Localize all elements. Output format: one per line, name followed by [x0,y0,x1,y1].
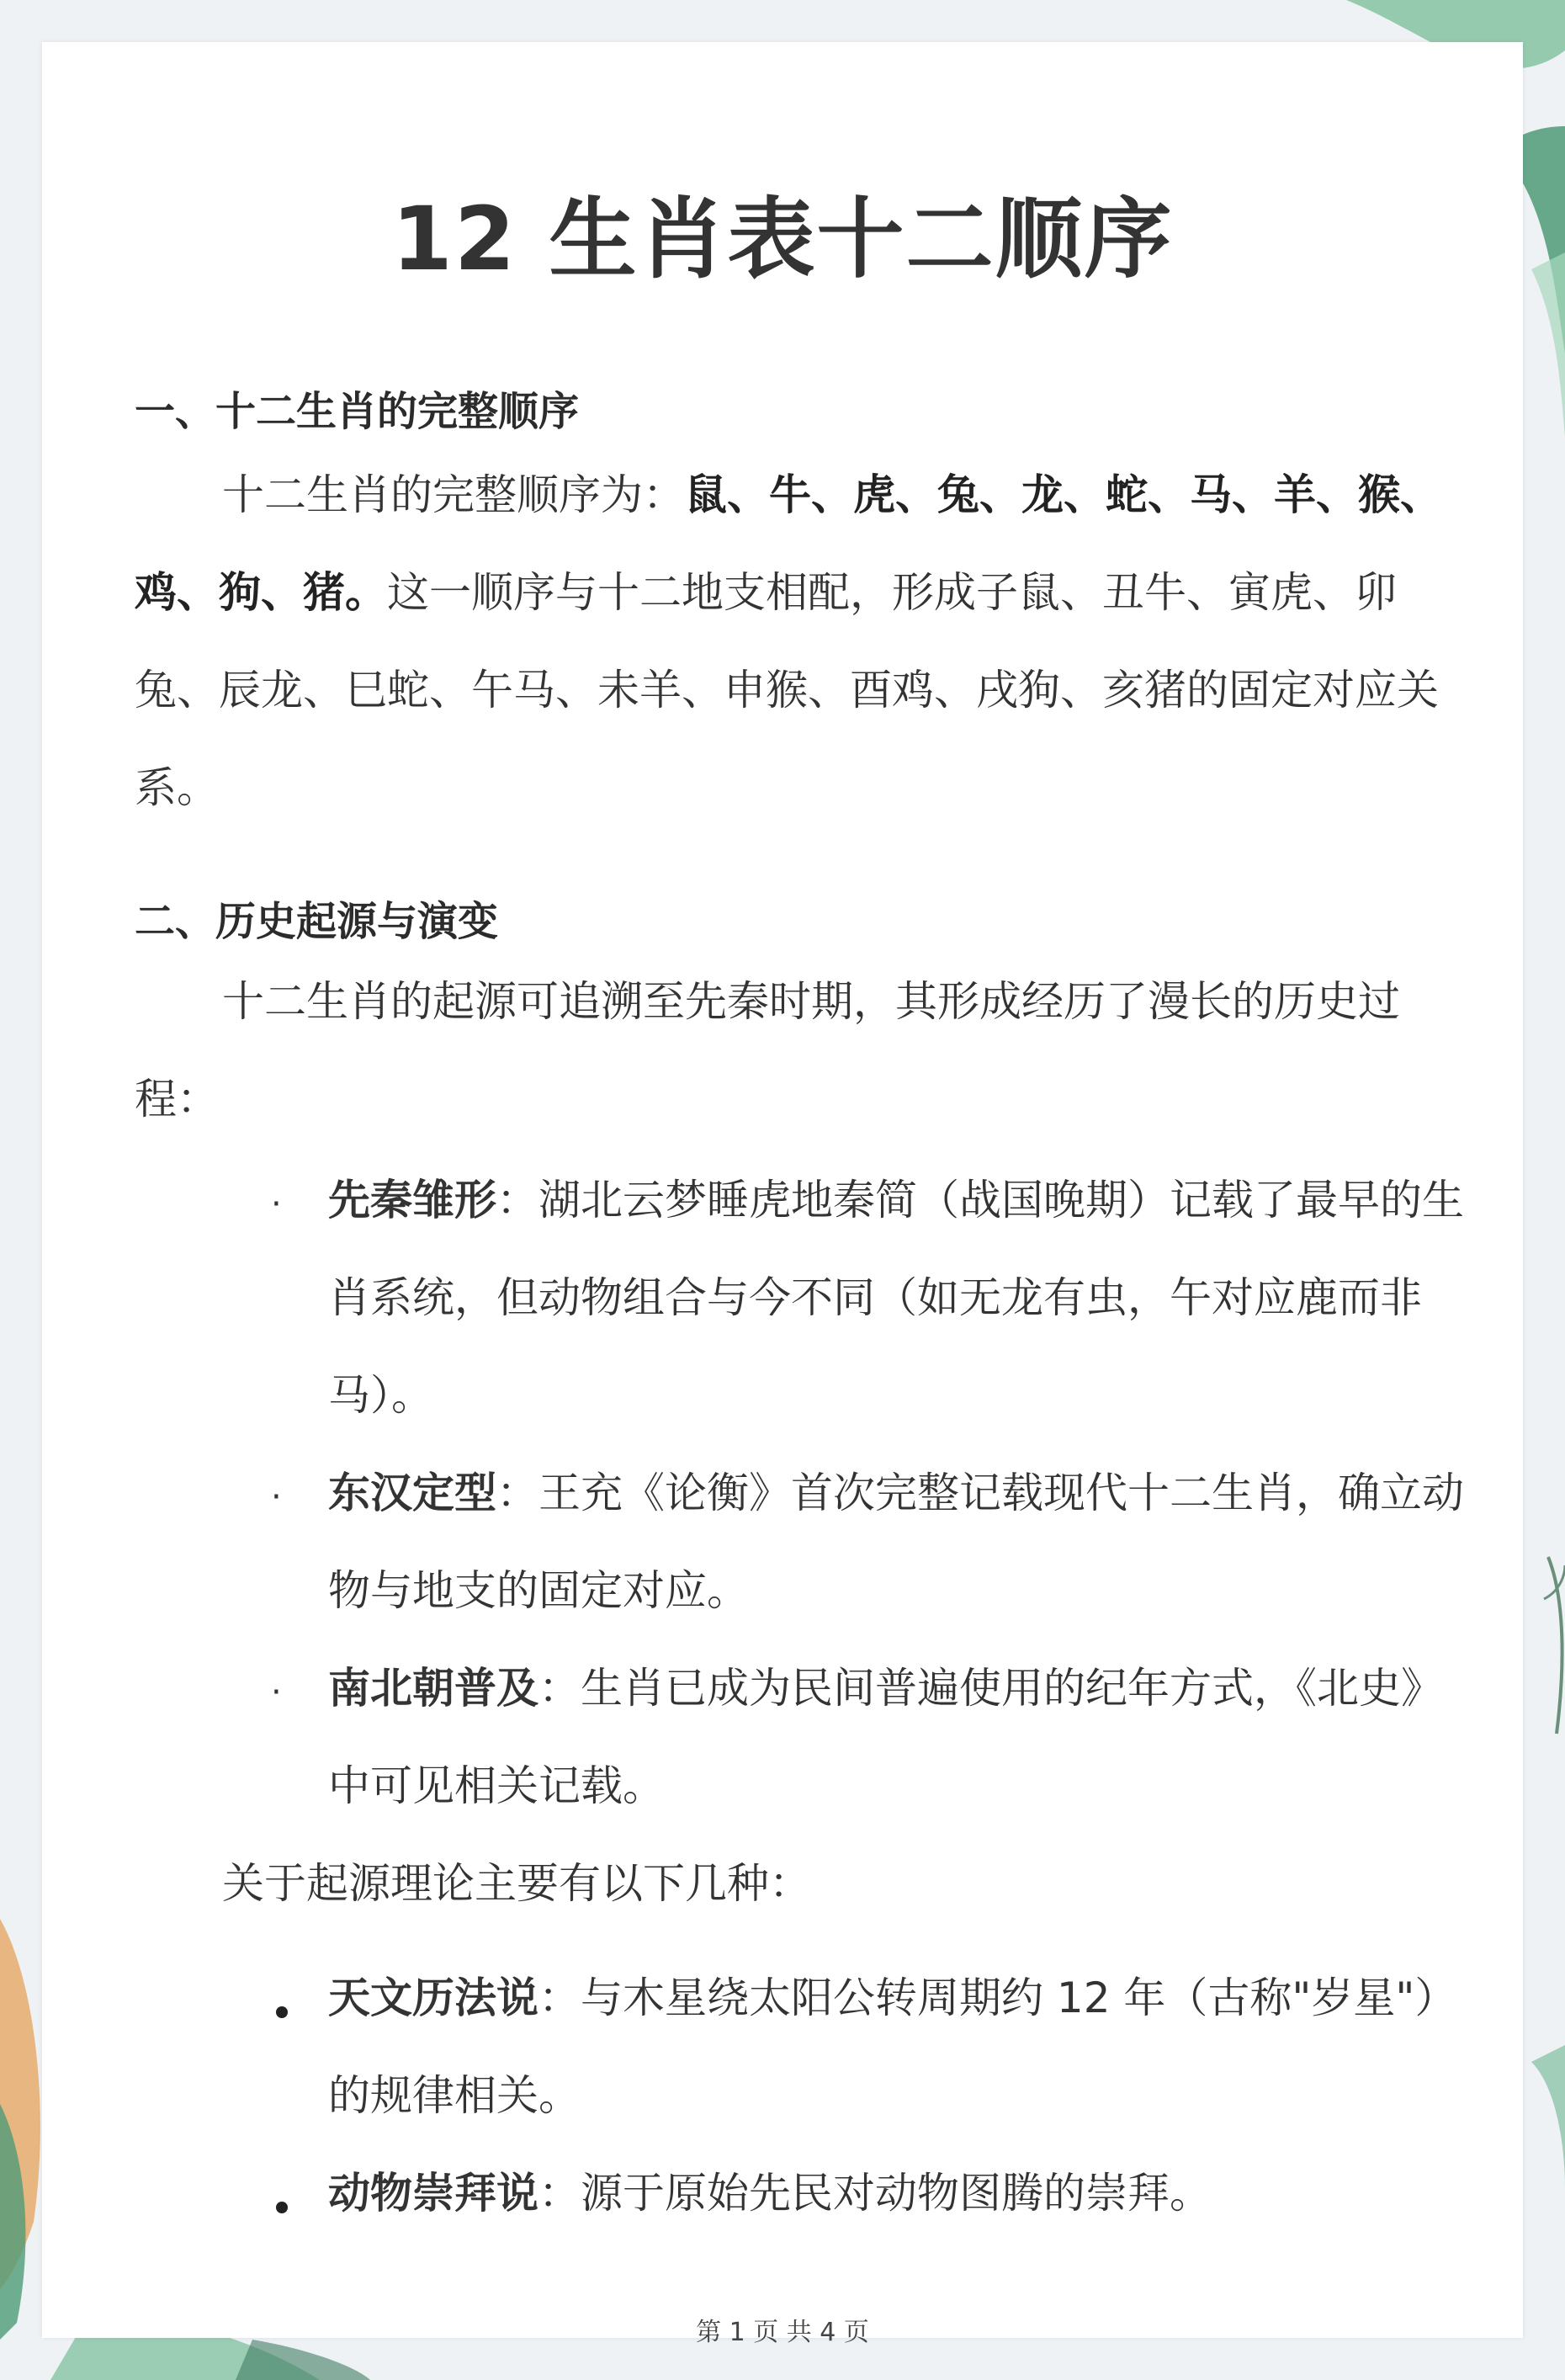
section-heading-history: 二、历史起源与演变 [135,898,499,945]
list-item-xianqin [328,1151,1464,1444]
list-item-totem [328,2144,1464,2242]
paragraph-order [135,446,1464,837]
list-item-text: ：与木星绕太阳公转周期约 12 年（古称"岁星"）的规律相关。 [328,1974,1457,2120]
list-item-text: ：生肖已成为民间普遍使用的纪年方式，《北史》中可见相关记载。 [328,1664,1443,1810]
page-number-footer: 第 1 页 共 4 页 [696,2318,869,2347]
order-prefix: 十二生肖的完整顺序为： [222,470,685,519]
order-explanation: 这一顺序与十二地支相配，形成子鼠、丑牛、寅虎、卯兔、辰龙、巳蛇、午马、未羊、申猴、酉鸡、戌狗、亥猪的固定对应关系。 [135,568,1439,812]
list-item-label: 动物崇拜说 [328,2169,538,2218]
list-bullet: · [271,1673,282,1712]
bullet-dot [276,2006,288,2018]
list-bullet: · [271,1185,282,1224]
order-sequence: 鼠、牛、虎、兔、龙、蛇、马、羊、猴、鸡、狗、猪。 [135,470,1442,617]
list-item-donghan [328,1444,1464,1639]
page-title: 12 生肖表十二顺序 [391,188,1174,290]
list-bullet: · [271,1478,282,1517]
list-item-label: 先秦雏形 [328,1176,496,1225]
paragraph-history-intro: 十二生肖的起源可追溯至先秦时期，其形成经历了漫长的历史过程： [135,977,1400,1124]
paragraph-theories-intro: 关于起源理论主要有以下几种： [222,1859,811,1908]
list-item-nanbeichao [328,1639,1464,1835]
section-heading-order: 一、十二生肖的完整顺序 [135,388,580,435]
list-item-text: ：源于原始先民对动物图腾的崇拜。 [538,2169,1212,2218]
list-item-label: 天文历法说 [328,1974,538,2022]
leaf-icon-right-middle [1531,1557,1565,2188]
list-item-text: ：王充《论衡》首次完整记载现代十二生肖，确立动物与地支的固定对应。 [328,1469,1464,1615]
list-item-label: 东汉定型 [328,1469,496,1517]
document-page [42,42,1523,2338]
list-item-astronomy [328,1949,1464,2144]
bullet-dot [276,2202,288,2213]
list-item-label: 南北朝普及 [328,1664,538,1713]
list-item-text: ：湖北云梦睡虎地秦简（战国晚期）记载了最早的生肖系统，但动物组合与今不同（如无龙有虫，午对应鹿而非马）。 [328,1176,1464,1420]
